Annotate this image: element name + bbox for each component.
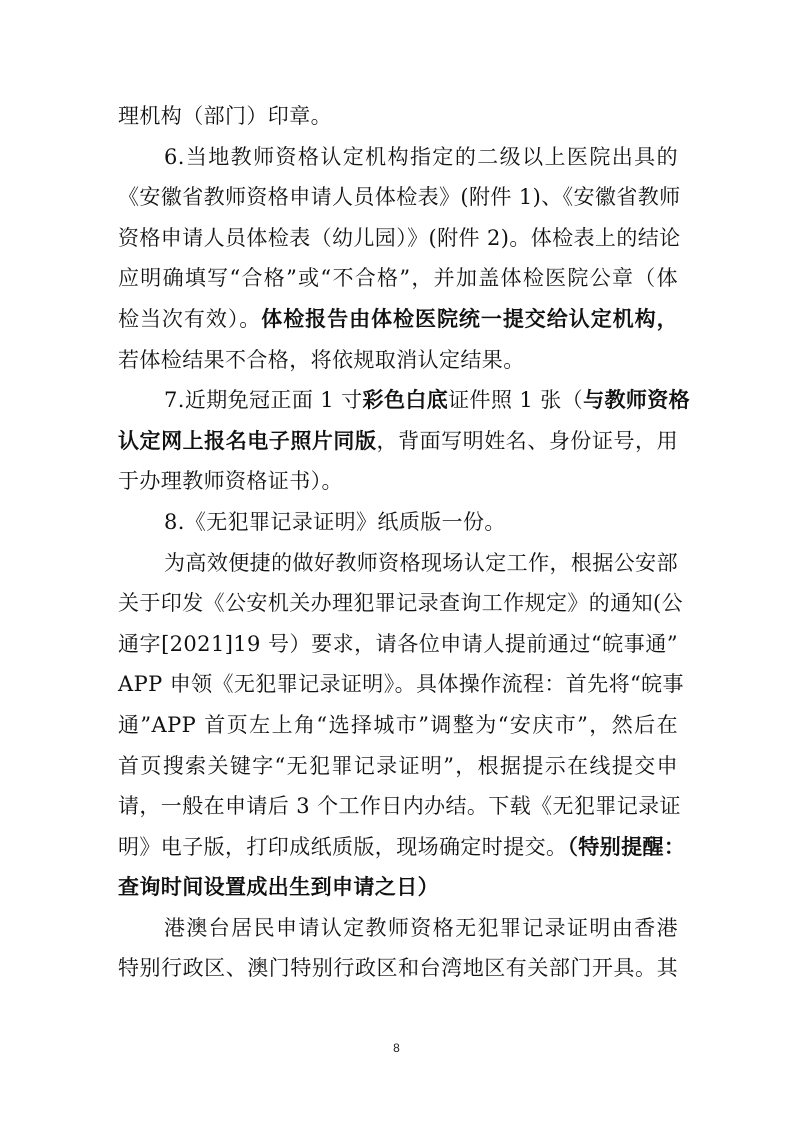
- text-run: 6.当地教师资格认定机构指定的二级以上医院出具的: [164, 144, 678, 169]
- paragraph-line: [118, 137, 678, 178]
- paragraph-line: [118, 705, 678, 746]
- text-run: 资格申请人员体检表（幼儿园）》(附件 2)。体检表上的结论: [118, 225, 681, 250]
- paragraph-line: [118, 340, 678, 381]
- text-run: 关于印发《公安机关办理犯罪记录查询工作规定》的通知(公: [118, 591, 683, 616]
- text-run: 8.《无犯罪记录证明》纸质版一份。: [164, 509, 506, 534]
- paragraph-line: [118, 421, 678, 462]
- text-run: ，背面写明姓名、身份证号，用: [376, 428, 678, 453]
- paragraph-line: [118, 624, 678, 665]
- bold-text-run: 彩色白底: [362, 387, 449, 413]
- text-run: 应明确填写“合格”或“不合格”，并加盖体检医院公章（体: [118, 266, 678, 291]
- paragraph-line: [118, 867, 678, 908]
- paragraph-line: [118, 502, 678, 543]
- paragraph-line: [118, 746, 678, 787]
- paragraph-line: [118, 299, 678, 340]
- text-run: 证件照 1 张（: [448, 388, 584, 413]
- paragraph-line: [118, 177, 681, 218]
- paragraph-line: [118, 583, 683, 624]
- paragraph-line: [118, 96, 678, 137]
- bold-text-run: （特别提醒：: [567, 833, 686, 859]
- text-run: 7.近期免冠正面 1 寸: [164, 388, 363, 413]
- bold-text-run: 体检报告由体检医院统一提交给认定机构，: [261, 305, 678, 331]
- text-run: 首页搜索关键字“无犯罪记录证明”，根据提示在线提交申: [118, 753, 678, 778]
- text-run: 检当次有效）。: [118, 306, 262, 331]
- text-run: 理机构（部门）印章。: [118, 104, 332, 128]
- text-run: 通字[2021]19 号）要求，请各位申请人提前通过“皖事通”: [118, 631, 678, 656]
- text-run: 通”APP 首页左上角“选择城市”调整为“安庆市”，然后在: [118, 712, 678, 737]
- text-run: 于办理教师资格证书）。: [118, 469, 343, 494]
- text-run: APP 申领《无犯罪记录证明》。具体操作流程：首先将“皖事: [118, 672, 684, 697]
- paragraph-line: [118, 543, 678, 584]
- paragraph-line: [118, 380, 691, 421]
- paragraph-line: [118, 908, 678, 949]
- bold-text-run: 认定网上报名电子照片同版: [118, 427, 377, 453]
- text-run: 港澳台居民申请认定教师资格无犯罪记录证明由香港: [164, 915, 678, 940]
- text-run: 若体检结果不合格，将依规取消认定结果。: [118, 347, 525, 372]
- text-run: 《安徽省教师资格申请人员体检表》(附件 1)、《安徽省教师: [118, 185, 681, 210]
- bold-text-run: 查询时间设置成出生到申请之日）: [118, 874, 439, 900]
- paragraph-line: [118, 827, 686, 868]
- page-number: 8: [393, 1041, 400, 1055]
- paragraph-line: [118, 218, 681, 259]
- body-text: [118, 96, 691, 989]
- bold-text-run: 与教师资格: [583, 387, 691, 413]
- text-run: 请，一般在申请后 3 个工作日内办结。下载《无犯罪记录证: [118, 794, 681, 819]
- paragraph-line: [118, 461, 678, 502]
- text-run: 为高效便捷的做好教师资格现场认定工作，根据公安部: [164, 550, 678, 575]
- paragraph-line: [118, 948, 678, 989]
- paragraph-line: [118, 786, 681, 827]
- paragraph-line: [118, 258, 678, 299]
- text-run: 明》电子版，打印成纸质版，现场确定时提交。: [118, 834, 568, 859]
- text-run: 特别行政区、澳门特别行政区和台湾地区有关部门开具。其: [118, 956, 678, 981]
- paragraph-line: [118, 664, 684, 705]
